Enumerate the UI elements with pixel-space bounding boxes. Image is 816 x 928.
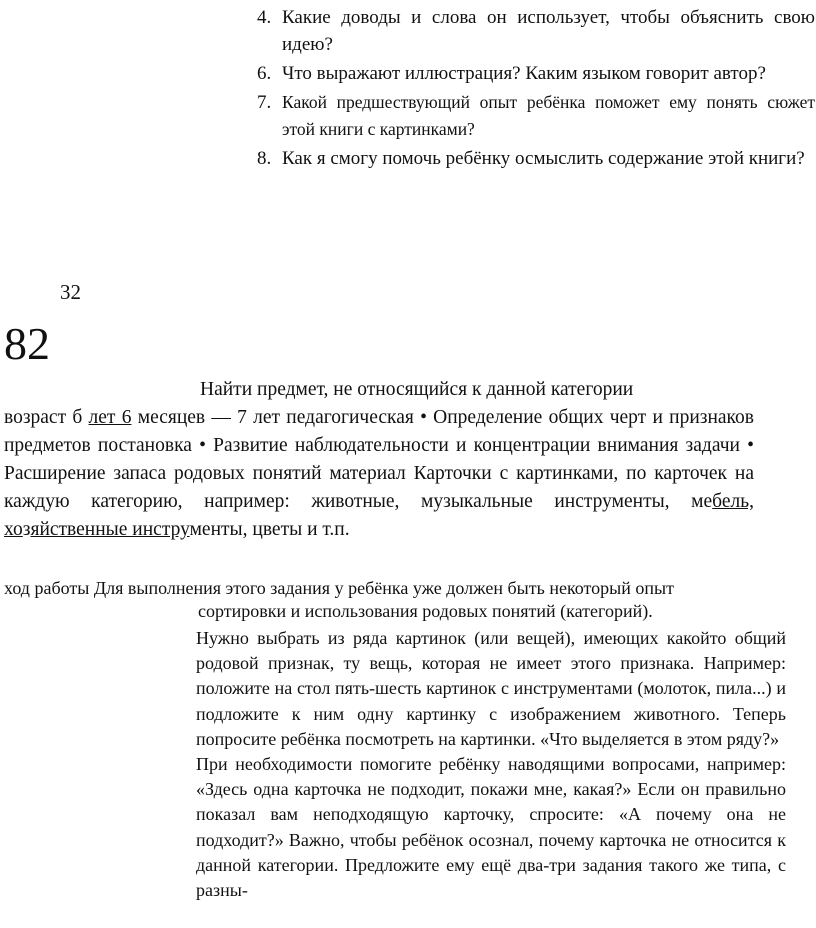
question-text: Какой предшествующий опыт ребёнка поможет ему понять сюжет этой книги с картинками? xyxy=(282,92,815,139)
question-list xyxy=(257,4,815,172)
task-age-prefix: возраст б xyxy=(4,407,89,428)
question-number: 6. xyxy=(257,63,272,84)
page-number-large: 82 xyxy=(4,318,50,369)
question-text: Что выражают иллюстрация? Каким языком говорит автор? xyxy=(282,63,766,84)
question-number: 4. xyxy=(257,7,272,28)
question-text: Как я смогу помочь ребёнку осмыслить содержание этой книги? xyxy=(282,148,805,169)
underlined-text: бель, хо xyxy=(4,491,754,540)
procedure-body xyxy=(196,626,786,903)
task-body: з xyxy=(22,519,31,540)
task-body: менты, цветы и т.п. xyxy=(189,519,350,540)
procedure-line-1: ход работы Для выполнения этого задания у ребёнка уже должен быть некоторый опыт xyxy=(4,578,674,598)
task-title: Найти предмет, не относящийся к данной категории xyxy=(200,379,634,400)
task-description xyxy=(4,376,754,544)
underlined-text: яйственные инстру xyxy=(30,519,190,540)
question-item xyxy=(257,145,815,172)
question-text: Какие доводы и слова он использует, чтобы объяснить свою идею? xyxy=(282,7,815,55)
page-number-small: 32 xyxy=(60,280,81,304)
task-body: месяцев — 7 лет педагогическая • Определение общих черт и признаков предметов постановка • Развитие наблюдательности и концентрации внимания задачи • Расширение запаса родовых понятий материал Карточки с картинками, по карточек на каждую категорию, например: животные, музыкальные инструменты, ме xyxy=(4,407,754,512)
paragraph: Нужно выбрать из ряда картинок (или вещей), имеющих какойто общий родовой признак, ту вещь, которая не имеет этого признака. Например: положите на стол пять-шесть картинок с инструментами (молоток, пила...) и подложите к ним одну картинку с изображением животного. Теперь попросите ребёнка посмотреть на картинки. «Что выделяется в этом ряду?» xyxy=(196,628,786,749)
underlined-text: лет 6 xyxy=(88,407,132,428)
question-number: 8. xyxy=(257,148,272,169)
question-number: 7. xyxy=(257,92,272,113)
paragraph: При необходимости помогите ребёнку наводящими вопросами, например: «Здесь одна карточка не подходит, покажи мне, какая?» Если он правильно показал вам неподходящую карточку, спросите: «А почему она не подходит?» Важно, чтобы ребёнок осознал, почему карточка не относится к данной категории. Предложите ему ещё два-три задания такого же типа, с разны- xyxy=(196,754,786,901)
procedure-line-2: сортировки и использования родовых понятий (категорий). xyxy=(198,601,653,621)
question-item xyxy=(257,60,815,87)
question-item xyxy=(257,4,815,58)
question-item xyxy=(257,89,815,143)
